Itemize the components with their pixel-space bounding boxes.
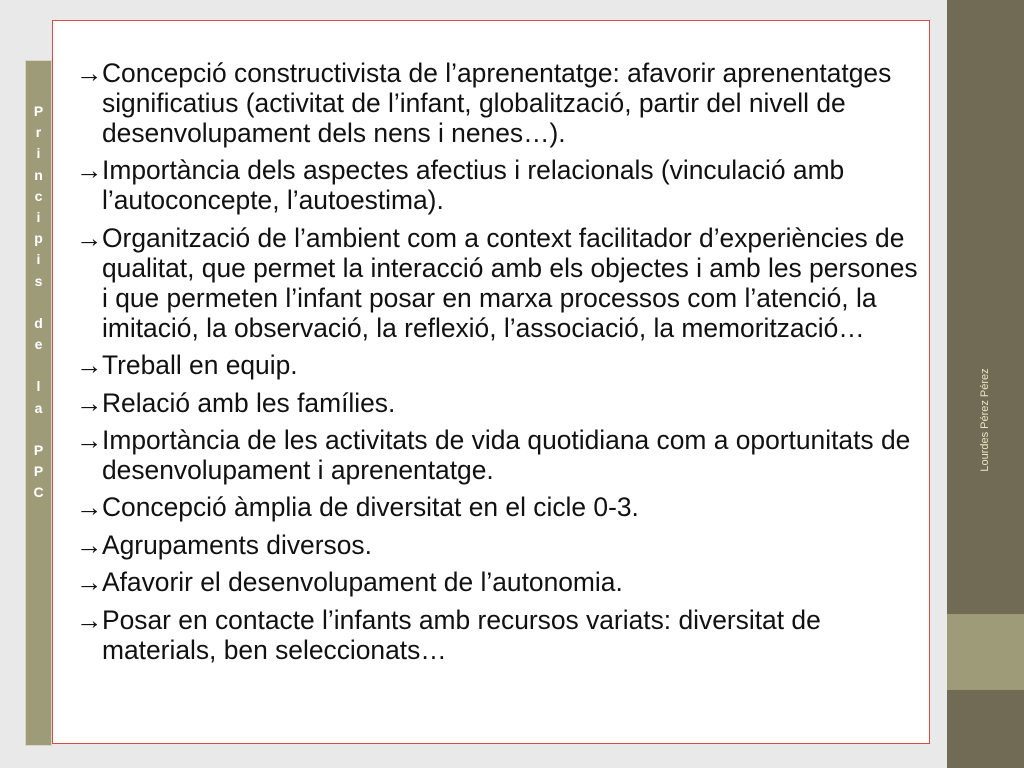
- title-letter: l: [36, 378, 41, 395]
- title-letter: P: [33, 463, 44, 480]
- list-item: [74, 388, 924, 418]
- list-item: [74, 492, 924, 522]
- list-item: [74, 530, 924, 560]
- title-letter: r: [35, 124, 42, 141]
- list-item: [74, 605, 924, 665]
- list-item: [74, 58, 924, 148]
- arrow-right-icon: →: [76, 492, 103, 523]
- right-accent-block: [947, 614, 1024, 690]
- list-item: [74, 425, 924, 485]
- list-item-text: Relació amb les famílies.: [102, 387, 396, 418]
- arrow-right-icon: →: [76, 155, 103, 186]
- title-letter: P: [33, 442, 44, 458]
- title-letter: i: [36, 145, 41, 162]
- title-letter: n: [34, 166, 43, 183]
- list-item-text: Importància de les activitats de vida quotidiana com a oportunitats de desenvolupament i aprenentatge.: [102, 424, 911, 485]
- list-item-text: Concepció àmplia de diversitat en el cicle 0-3.: [102, 492, 639, 523]
- list-item-text: Concepció constructivista de l’aprenentatge: afavorir aprenentatges significatius (activitat de l’infant, globalització, partir del nivell de desenvolupament dels nens i nenes…).: [102, 58, 892, 148]
- author-footer: Lourdes Pérez Pérez: [979, 368, 991, 472]
- title-letter: p: [34, 230, 43, 247]
- list-item-text: Importància dels aspectes afectius i relacionals (vinculació amb l’autoconcepte, l’autoestima).: [102, 155, 845, 216]
- list-item-text: Agrupaments diversos.: [102, 529, 372, 560]
- arrow-right-icon: →: [76, 222, 103, 253]
- arrow-right-icon: →: [76, 529, 103, 560]
- title-letter: a: [34, 399, 43, 416]
- list-item: [74, 350, 924, 380]
- title-letter: i: [36, 251, 41, 268]
- list-item-text: Organització de l’ambient com a context facilitador d’experiències de qualitat, que permet la interacció amb els objectes i amb les persones i que permeten l’infant posar en marxa processos com l’atenció, la imitació, la observació, la reflexió, l’associació, la memorització…: [102, 222, 918, 343]
- arrow-right-icon: →: [76, 424, 103, 455]
- title-letter: c: [34, 187, 43, 204]
- title-letter: P: [33, 103, 44, 119]
- principles-list: [74, 58, 924, 672]
- title-letter: s: [34, 272, 43, 289]
- title-letter: d: [34, 314, 43, 331]
- arrow-right-icon: →: [76, 604, 103, 635]
- title-letter: C: [33, 484, 44, 501]
- title-letter: e: [34, 336, 43, 353]
- arrow-right-icon: →: [76, 350, 103, 381]
- list-item-text: Treball en equip.: [102, 350, 298, 381]
- arrow-right-icon: →: [76, 58, 103, 88]
- vertical-title: [25, 60, 52, 746]
- arrow-right-icon: →: [76, 387, 103, 418]
- list-item: [74, 567, 924, 597]
- list-item-text: Afavorir el desenvolupament de l’autonomia.: [102, 567, 623, 598]
- list-item: [74, 155, 924, 215]
- title-letter: i: [36, 208, 41, 225]
- list-item: [74, 223, 924, 343]
- arrow-right-icon: →: [76, 567, 103, 598]
- list-item-text: Posar en contacte l’infants amb recursos variats: diversitat de materials, ben seleccionats…: [102, 604, 821, 665]
